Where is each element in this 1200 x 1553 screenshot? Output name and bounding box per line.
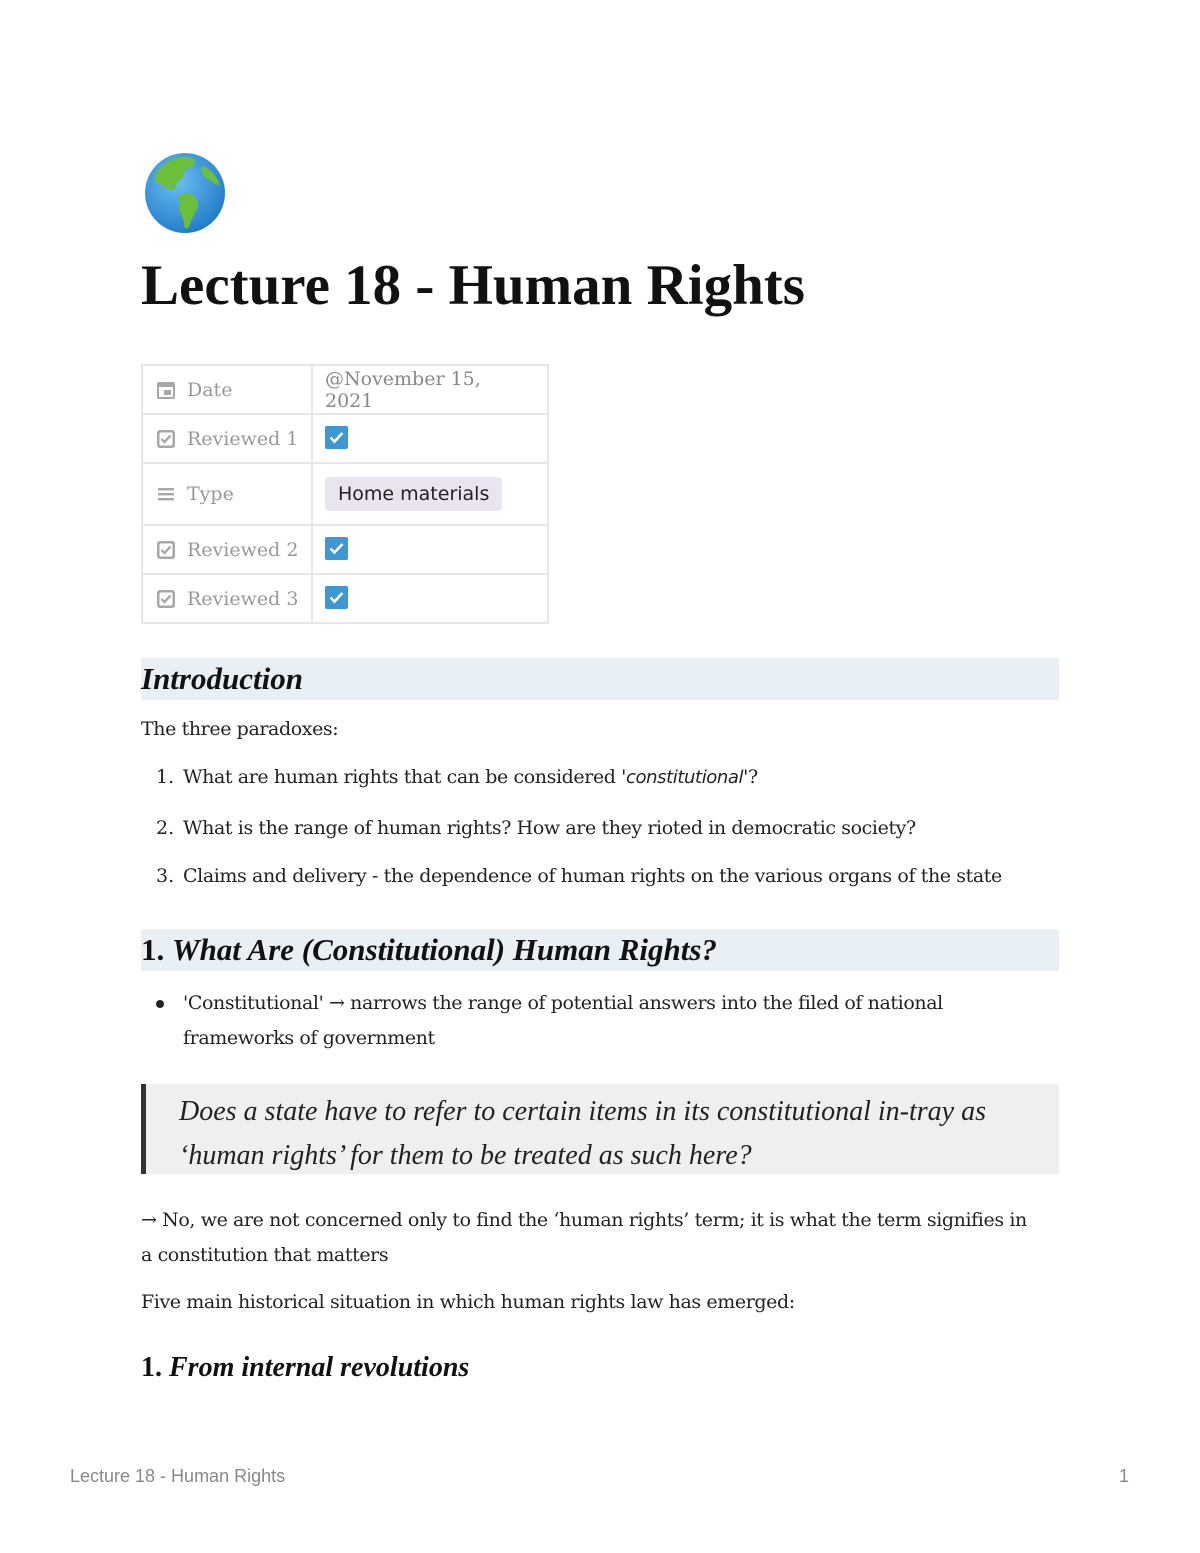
heading-text: What Are (Constitutional) Human Rights? <box>172 932 717 967</box>
reviewed-3-checkbox[interactable] <box>325 586 348 609</box>
intro-lead: The three paradoxes: <box>141 718 339 740</box>
property-row-reviewed-2 <box>142 525 548 574</box>
property-key: Reviewed 2 <box>187 538 299 561</box>
page-number: 1 <box>1118 1466 1129 1486</box>
type-tag[interactable]: Home materials <box>325 477 502 511</box>
property-row-date <box>142 365 548 414</box>
heading-section-1 <box>141 929 1059 971</box>
properties-table <box>141 364 549 624</box>
checkbox-property-icon <box>155 588 177 610</box>
checkmark-icon <box>328 429 345 446</box>
bullet-item-line: 'Constitutional' → narrows the range of potential answers into the filed of national <box>183 992 943 1014</box>
checkmark-icon <box>328 540 345 557</box>
list-number: 1. <box>156 766 175 788</box>
subheading-text: From internal revolutions <box>169 1352 470 1383</box>
reviewed-1-checkbox[interactable] <box>325 426 348 449</box>
quote-block <box>141 1084 1059 1174</box>
list-number: 3. <box>156 865 175 887</box>
answer-line: → No, we are not concerned only to find the ‘human rights’ term; it is what the term signifies in <box>141 1209 1027 1231</box>
property-key: Reviewed 3 <box>187 587 299 610</box>
footer-title: Lecture 18 - Human Rights <box>70 1466 286 1486</box>
page-title: Lecture 18 - Human Rights <box>141 254 805 317</box>
property-key: Type <box>187 483 234 505</box>
reviewed-2-checkbox[interactable] <box>325 537 348 560</box>
property-row-reviewed-3 <box>142 574 548 623</box>
globe-americas-icon <box>142 150 228 236</box>
heading-number: 1. <box>141 932 165 967</box>
heading-text: Introduction <box>141 661 303 696</box>
heading-introduction <box>141 658 1059 700</box>
quote-text: Does a state have to refer to certain items in its constitutional in-tray as ‘human rights’ for them to be treated as such here? <box>179 1096 986 1171</box>
calendar-icon <box>155 379 177 401</box>
date-value[interactable]: @November 15, 2021 <box>325 367 481 412</box>
checkmark-icon <box>328 589 345 606</box>
list-item: What are human rights that can be considered 'constitutional'? <box>183 766 758 788</box>
property-row-type <box>142 463 548 525</box>
historical-lead: Five main historical situation in which human rights law has emerged: <box>141 1291 795 1313</box>
list-number: 2. <box>156 817 175 839</box>
property-row-reviewed-1 <box>142 414 548 463</box>
subheading-internal-revolutions <box>141 1350 469 1386</box>
property-key: Reviewed 1 <box>187 427 299 450</box>
property-key: Date <box>187 378 233 401</box>
list-item: What is the range of human rights? How are they rioted in democratic society? <box>183 817 916 839</box>
subheading-number: 1. <box>141 1352 162 1383</box>
checkbox-property-icon <box>155 539 177 561</box>
list-property-icon <box>155 483 177 505</box>
checkbox-property-icon <box>155 428 177 450</box>
bullet-point <box>156 1000 164 1008</box>
bullet-item-line: frameworks of government <box>183 1027 435 1049</box>
list-item: Claims and delivery - the dependence of human rights on the various organs of the state <box>183 865 1002 887</box>
answer-line: a constitution that matters <box>141 1244 389 1266</box>
italic-term: constitutional <box>626 767 744 788</box>
